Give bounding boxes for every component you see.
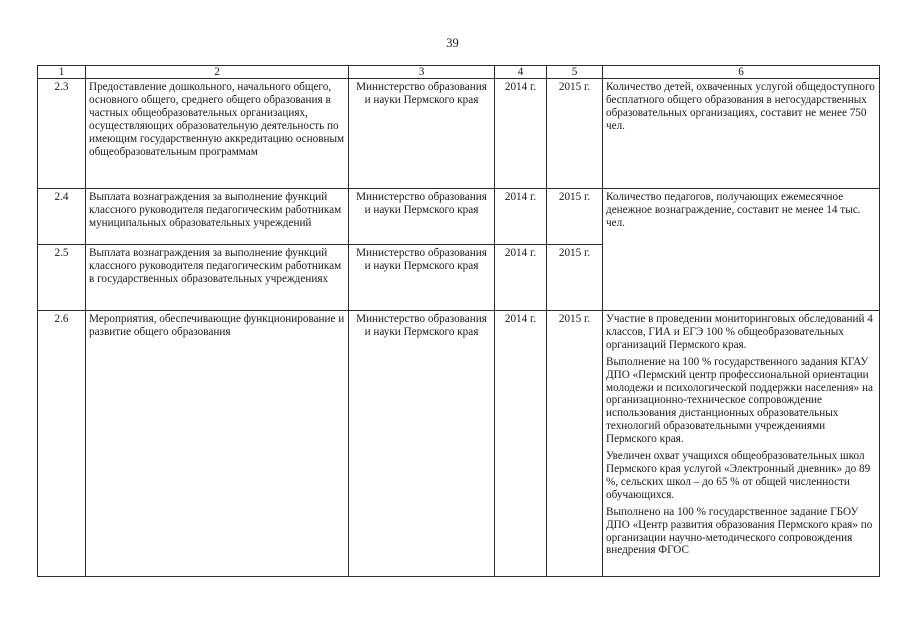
executor-cell: Министерство образования и науки Пермского края: [349, 311, 495, 577]
end-year-cell: 2015 г.: [547, 245, 603, 311]
start-year-cell: 2014 г.: [495, 79, 547, 189]
table-row: [38, 189, 880, 245]
start-year-cell: 2014 г.: [495, 189, 547, 245]
executor-cell: Министерство образования и науки Пермского края: [349, 189, 495, 245]
column-header-3: 3: [349, 66, 495, 79]
row-number: 2.4: [38, 189, 86, 245]
row-number: 2.3: [38, 79, 86, 189]
activity-cell: Выплата вознаграждения за выполнение функций классного руководителя педагогическим работникам муниципальных образовательных учреждений: [86, 189, 349, 245]
activity-cell: Мероприятия, обеспечивающие функционирование и развитие общего образования: [86, 311, 349, 577]
table-row: [38, 311, 880, 577]
page-number: 39: [446, 36, 459, 50]
result-paragraph: Участие в проведении мониторинговых обследований 4 классов, ГИА и ЕГЭ 100 % общеобразовательных организаций Пермского края.: [606, 313, 873, 351]
column-header-4: 4: [495, 66, 547, 79]
result-paragraph: Выполнение на 100 % государственного задания КГАУ ДПО «Пермский центр профессиональной ориентации молодежи и психологической поддержки населения» на организационно-техническое сопровождение использования дистанционных образовательных технологий образовательными учреждениями Пермского края.: [606, 355, 873, 446]
column-header-6: 6: [603, 66, 880, 79]
result-paragraph: Увеличен охват учащихся общеобразовательных школ Пермского края услугой «Электронный дневник» до 89 %, сельских школ – до 65 % от общей численности обучающихся.: [606, 450, 871, 501]
result-cell: Количество детей, охваченных услугой общедоступного бесплатного общего образования в негосударственных образовательных организациях, составит не менее 750 чел.: [603, 79, 880, 189]
table-row: [38, 79, 880, 189]
executor-cell: Министерство образования и науки Пермского края: [349, 245, 495, 311]
column-header-1: 1: [38, 66, 86, 79]
activity-cell: Предоставление дошкольного, начального общего, основного общего, среднего общего образования в частных общеобразовательных организациях, осуществляющих образовательную деятельность по имеющим государственную аккредитацию основным общеобразовательным программам: [86, 79, 349, 189]
result-cell-merged: Количество педагогов, получающих ежемесячное денежное вознаграждение, составит не менее 14 тыс. чел.: [603, 189, 880, 311]
start-year-cell: 2014 г.: [495, 245, 547, 311]
end-year-cell: 2015 г.: [547, 79, 603, 189]
end-year-cell: 2015 г.: [547, 189, 603, 245]
executor-cell: Министерство образования и науки Пермского края: [349, 79, 495, 189]
column-header-2: 2: [86, 66, 349, 79]
result-paragraph: Выполнено на 100 % государственное задание ГБОУ ДПО «Центр развития образования Пермского края» по организации научно-методического сопровождения внедрения ФГОС: [606, 505, 873, 557]
row-number: 2.5: [38, 245, 86, 311]
measures-table: [37, 65, 880, 577]
column-header-5: 5: [547, 66, 603, 79]
result-cell: [603, 311, 880, 577]
row-number: 2.6: [38, 311, 86, 577]
activity-cell: Выплата вознаграждения за выполнение функций классного руководителя педагогическим работникам в государственных образовательных учреждениях: [86, 245, 349, 311]
start-year-cell: 2014 г.: [495, 311, 547, 577]
end-year-cell: 2015 г.: [547, 311, 603, 577]
header-row: [38, 66, 880, 79]
